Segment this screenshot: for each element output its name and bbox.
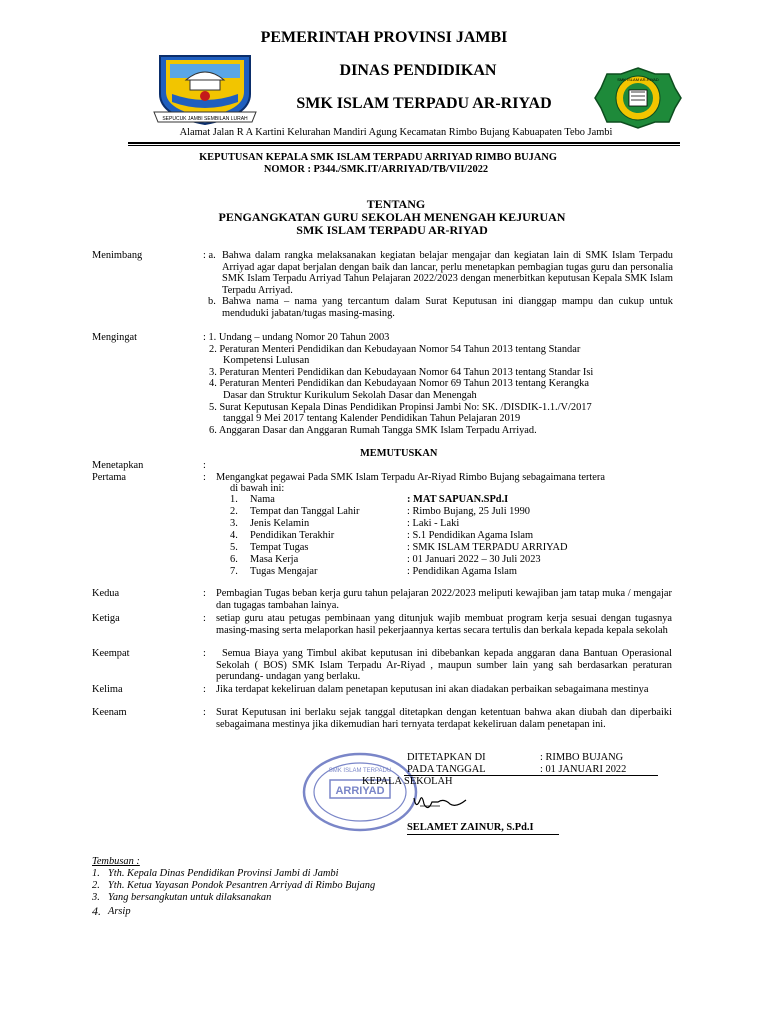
detail-label: Nama xyxy=(250,494,275,505)
subject-line-2: SMK ISLAM TERPADU AR-RIYAD xyxy=(296,223,488,237)
stamp-ring-text: SMK ISLAM TERPADU xyxy=(328,768,392,774)
detail-row xyxy=(230,566,650,578)
mengingat-item-5: 5. Surat Keputusan Kepala Dinas Pendidikan Propinsi Jambi No: SK. /DISDIK-1.1./V/2017 xyxy=(209,402,592,413)
mengingat-item-1: : 1. Undang – undang Nomor 20 Tahun 2003 xyxy=(203,332,390,343)
kelima-label: Kelima xyxy=(92,684,123,695)
pertama-label: Pertama xyxy=(92,472,127,483)
keenam-label: Keenam xyxy=(92,707,127,718)
menimbang-label: Menimbang xyxy=(92,250,143,261)
detail-number: 3. xyxy=(230,518,238,529)
ketiga-label: Ketiga xyxy=(92,613,120,624)
tembusan-item-number: 4. xyxy=(92,904,101,918)
detail-row xyxy=(230,542,650,554)
school-stamp xyxy=(300,750,420,834)
detail-value: : S.1 Pendidikan Agama Islam xyxy=(407,530,534,541)
signature-scribble xyxy=(410,788,470,814)
keenam-text: Surat Keputusan ini berlaku sejak tanggal ditetapkan dengan ketentuan bahwa akan diubah dan diperbaiki sebagaimana mestinya jika dikemudian hari ternyata terdapat kekeliruan dalam penetapan ini. xyxy=(216,707,672,730)
detail-number: 7. xyxy=(230,566,238,577)
detail-value: : MAT SAPUAN.SPd.I xyxy=(407,494,509,505)
ditetapkan-value: : RIMBO BUJANG xyxy=(540,752,624,763)
mengingat-label: Mengingat xyxy=(92,332,138,343)
detail-value: : Rimbo Bujang, 25 Juli 1990 xyxy=(407,506,530,517)
tanggal-label: PADA TANGGAL xyxy=(407,764,486,775)
menetapkan-colon: : xyxy=(203,460,206,471)
header-divider xyxy=(128,142,680,144)
detail-label: Tugas Mengajar xyxy=(250,566,318,577)
detail-value: : Pendidikan Agama Islam xyxy=(407,566,517,577)
signatory-name: SELAMET ZAINUR, S.Pd.I xyxy=(407,822,534,833)
menetapkan-label: Menetapkan xyxy=(92,460,144,471)
detail-row xyxy=(230,554,650,566)
ketiga-text: setiap guru atau petugas pembinaan yang ditunjuk wajib membuat program kerja sesuai dengan tugasnya masing-masing serta melaporkan hasil pekerjaannya kertas secara tertulis dan berkala kepada kepala sekolah xyxy=(216,613,672,636)
kedua-text: Pembagian Tugas beban kerja guru tahun pelajaran 2022/2023 meliputi kewajiban jam tatap muka / mengajar dan tugagas tambahan lainya. xyxy=(216,588,672,611)
detail-label: Pendidikan Terakhir xyxy=(250,530,335,541)
detail-number: 2. xyxy=(230,506,238,517)
keenam-colon: : xyxy=(203,707,206,718)
jambi-logo-ribbon-text: SEPUCUK JAMBI SEMBILAN LURAH xyxy=(162,116,248,122)
detail-label: Masa Kerja xyxy=(250,554,299,565)
ketiga-colon: : xyxy=(203,613,206,624)
tembusan-item: Arsip xyxy=(108,906,131,917)
memutuskan-heading: MEMUTUSKAN xyxy=(360,448,438,459)
tembusan-item: Yth. Kepala Dinas Pendidikan Provinsi Jambi di Jambi xyxy=(108,868,339,879)
pertama-colon: : xyxy=(203,472,206,483)
kelima-colon: : xyxy=(203,684,206,695)
tembusan-item-number: 1. xyxy=(92,868,100,879)
mengingat-item-3: 3. Peraturan Menteri Pendidikan dan Kebudayaan Nomor 64 Tahun 2013 tentang Standar Isi xyxy=(209,367,594,378)
kedua-colon: : xyxy=(203,588,206,599)
mengingat-item-2: 2. Peraturan Menteri Pendidikan dan Kebudayaan Nomor 54 Tahun 2013 tentang Standar xyxy=(209,344,581,355)
detail-number: 5. xyxy=(230,542,238,553)
menimbang-a-marker: : a. xyxy=(203,250,216,261)
signatory-position: KEPALA SEKOLAH xyxy=(362,776,453,787)
header-divider-thin xyxy=(128,145,680,146)
keempat-label: Keempat xyxy=(92,648,130,659)
keempat-colon: : xyxy=(203,648,206,659)
detail-label: Jenis Kelamin xyxy=(250,518,310,529)
tembusan-title: Tembusan : xyxy=(92,856,140,867)
tembusan-item: Yang bersangkutan untuk dilaksanakan xyxy=(108,892,272,903)
keempat-text: Semua Biaya yang Timbul akibat keputusan ini dibebankan kepada anggaran dana Bantuan Operasional Sekolah ( BOS) SMK Islam Terpadu Ar-Riyad , maupun sumber lain yang sah berdasarkan peraturan perundang- undagan yang berlaku. xyxy=(216,648,672,683)
decree-title: KEPUTUSAN KEPALA SMK ISLAM TERPADU ARRIYAD RIMBO BUJANG xyxy=(199,152,557,163)
detail-value: : SMK ISLAM TERPADU ARRIYAD xyxy=(407,542,568,553)
detail-label: Tempat Tugas xyxy=(250,542,309,553)
decree-number: NOMOR : P344./SMK.IT/ARRIYAD/TB/VII/2022 xyxy=(263,164,489,175)
kedua-label: Kedua xyxy=(92,588,120,599)
detail-row xyxy=(230,506,650,518)
signatory-name-underline xyxy=(407,834,559,835)
header-government: PEMERINTAH PROVINSI JAMBI xyxy=(260,29,508,46)
header-school: SMK ISLAM TERPADU AR-RIYAD xyxy=(296,95,552,112)
subject-line-1: PENGANGKATAN GURU SEKOLAH MENENGAH KEJURUAN xyxy=(218,210,566,224)
header-agency: DINAS PENDIDIKAN xyxy=(339,62,497,79)
mengingat-item-5b: tanggal 9 Mei 2017 tentang Kalender Pendidikan Tahun Pelajaran 2019 xyxy=(223,413,521,424)
detail-row xyxy=(230,518,650,530)
menimbang-a-text: Bahwa dalam rangka melaksanakan kegiatan belajar mengajar dan kegiatan lain di SMK Islam Terpadu Arriyad agar dapat berjalan dengan baik dan lancar, perlu menetapkan pembagian tugas guru dan personalia SMK Islam Terpadu Arriyad Tahun Pelajaran 2022/2023 dengan menerbitkan keputusan Kepala SMK Islam Terpadu Arriyad. xyxy=(222,250,673,296)
pertama-text-1: Mengangkat pegawai Pada SMK Islam Terpadu Ar-Riyad Rimbo Bujang sebagaimana tertera xyxy=(216,472,605,483)
tembusan-item-number: 2. xyxy=(92,880,100,891)
mengingat-item-6: 6. Anggaran Dasar dan Anggaran Rumah Tangga SMK Islam Terpadu Arriyad. xyxy=(209,425,537,436)
tentang-heading: TENTANG xyxy=(366,197,426,211)
school-logo-text: SMK ISLAM AR-RIYAD xyxy=(617,77,659,82)
tembusan-item: Yth. Ketua Yayasan Pondok Pesantren Arriyad di Rimbo Bujang xyxy=(108,880,376,891)
tembusan-item-number: 3. xyxy=(92,892,100,903)
detail-value: : Laki - Laki xyxy=(407,518,460,529)
ditetapkan-label: DITETAPKAN DI xyxy=(407,752,486,763)
mengingat-item-4b: Dasar dan Struktur Kurikulum Sekolah Dasar dan Menengah xyxy=(223,390,477,401)
pertama-text-2: di bawah ini: xyxy=(230,483,285,494)
mengingat-item-4: 4. Peraturan Menteri Pendidikan dan Kebudayaan Nomor 69 Tahun 2013 tentang Kerangka xyxy=(209,378,589,389)
stamp-text: ARRIYAD xyxy=(335,785,385,797)
detail-number: 6. xyxy=(230,554,238,565)
kelima-text: Jika terdapat kekeliruan dalam penetapan keputusan ini akan diadakan perbaikan sebagaimana mestinya xyxy=(216,684,649,695)
detail-value: : 01 Januari 2022 – 30 Juli 2023 xyxy=(407,554,541,565)
detail-number: 4. xyxy=(230,530,238,541)
menimbang-b-text: Bahwa nama – nama yang tercantum dalam Surat Keputusan ini dianggap mampu dan cukup untuk menduduki jabatan/tugas masing-masing. xyxy=(222,296,673,319)
detail-row xyxy=(230,494,650,506)
detail-label: Tempat dan Tanggal Lahir xyxy=(250,506,360,517)
detail-row xyxy=(230,530,650,542)
detail-number: 1. xyxy=(230,494,238,505)
tanggal-value: : 01 JANUARI 2022 xyxy=(540,764,627,775)
menimbang-b-marker: b. xyxy=(208,296,216,307)
header-address: Alamat Jalan R A Kartini Kelurahan Mandiri Agung Kecamatan Rimbo Bujang Kabuapaten Tebo Jambi xyxy=(179,127,613,138)
mengingat-item-2b: Kompetensi Lulusan xyxy=(223,355,310,366)
